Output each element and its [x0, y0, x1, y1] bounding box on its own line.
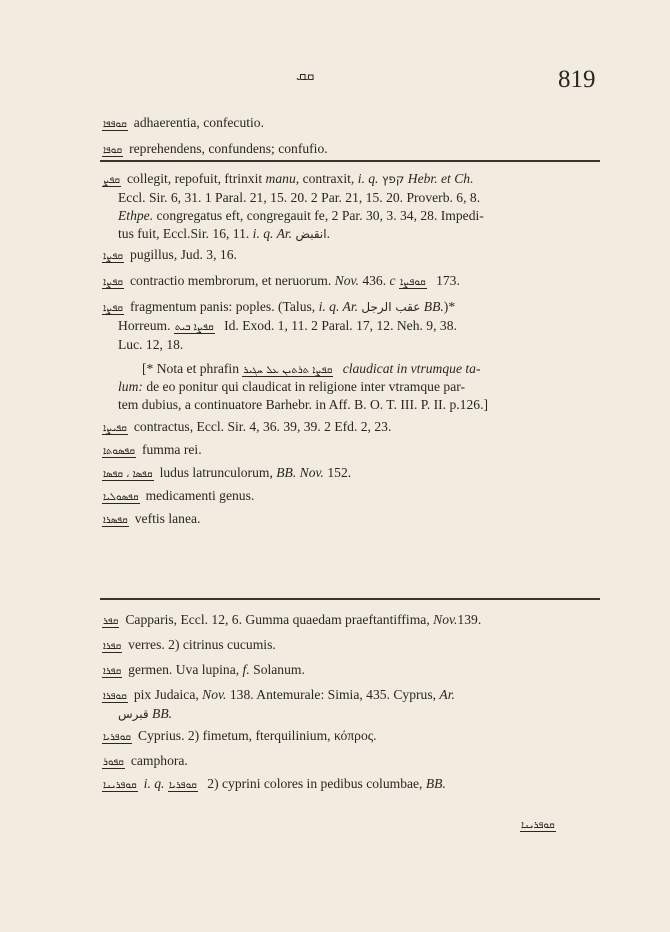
headword-syriac: ܩܘܦܪܝܐ — [103, 732, 132, 743]
arabic-word: انقبض — [295, 227, 327, 241]
italic-text: f. — [242, 662, 250, 677]
syriac-word: ܩܦܨܐ ܬܪܬܝܢ ܥܠ ܚܓܝܪ — [243, 365, 333, 376]
text-run: pugillus, Jud. 3, 16. — [130, 247, 237, 262]
headword-syriac: ܩܦܨ — [103, 175, 120, 186]
syriac-word: ܩܦܨܐ ܒܝܬ — [174, 322, 214, 333]
headword-syriac: ܩܦܨܐ — [103, 251, 124, 262]
lexicon-entry — [102, 727, 377, 745]
headword-syriac: ܩܦܨܐ — [103, 277, 124, 288]
text-run: contractus, Eccl. Sir. 4, 36. 39, 39. 2 Efd. 2, 23. — [133, 419, 392, 434]
text-run: 2) cyprini colores in pedibus columbae, — [203, 776, 426, 791]
text-run: de eo ponitur qui claudicat in religione inter vtramque par- — [142, 379, 466, 394]
text-run: [* Nota et phrafin — [142, 361, 243, 376]
italic-text: BB. — [152, 706, 173, 721]
text-run: collegit, repofuit, ftrinxit — [127, 171, 266, 186]
headword-syriac: ܩܦܝܨܐ — [103, 423, 127, 434]
lexicon-entry — [102, 611, 481, 629]
headword-syriac: ܩܘܦܪܝܢܐ — [103, 780, 137, 791]
definition-text: adhaerentia, confecutio. — [133, 115, 264, 130]
section-rule-1 — [100, 160, 600, 162]
headword-syriac: ܩܘܦܪܐ — [103, 691, 127, 702]
entry-continuation-line — [118, 336, 183, 354]
lexicon-entry — [102, 246, 237, 264]
page-number: 819 — [558, 66, 596, 93]
text-run: )* — [443, 299, 456, 314]
text-run: 139. — [457, 612, 482, 627]
text-run: Solanum. — [249, 662, 305, 677]
text-run: congregatus eft, congregauit fe, 2 Par. 30, 3. 34, 28. Impedi- — [153, 208, 484, 223]
hebrew-word: קפץ — [381, 172, 405, 186]
italic-text: lum: — [118, 379, 143, 394]
text-run: medicamenti genus. — [145, 488, 255, 503]
text-run: germen. Uva lupina, — [128, 662, 243, 677]
italic-text: i. q. — [143, 776, 165, 791]
text-run: Horreum. — [118, 318, 174, 333]
entry-continuation-line — [118, 378, 465, 396]
italic-text: Nov. — [334, 273, 359, 288]
syriac-word: ܩܘܦܨܐ — [399, 277, 426, 288]
lexicon-entry — [102, 140, 328, 158]
headword-syriac: ܩܘܦܐ — [103, 145, 123, 156]
text-run: Id. Exod. 1, 11. 2 Paral. 17, 12. Neh. 9, 38. — [220, 318, 457, 333]
section-rule-2 — [100, 598, 600, 600]
italic-text: i. q. Ar. — [318, 299, 359, 314]
text-run: 173. — [432, 273, 460, 288]
lexicon-entry — [102, 464, 351, 482]
running-head-syriac: ܩܩ — [296, 68, 315, 84]
lexicon-entry — [102, 636, 276, 654]
lexicon-entry — [102, 686, 455, 704]
entry-continuation-line — [118, 207, 484, 225]
italic-text: BB. Nov. — [276, 465, 324, 480]
entry-continuation-line — [118, 705, 172, 723]
entry-continuation-line — [142, 360, 480, 378]
headword-syriac: ܩܦܨܐ — [103, 303, 124, 314]
italic-text: Nov. — [433, 612, 458, 627]
lexicon-entry — [102, 752, 188, 770]
text-run: verres. 2) citrinus cucumis. — [128, 637, 276, 652]
italic-text: manu — [265, 171, 296, 186]
italic-text: i. q. Ar. — [252, 226, 293, 241]
text-run: ludus latrunculorum, — [159, 465, 277, 480]
text-run: 436. — [358, 273, 390, 288]
text-run: veftis lanea. — [134, 511, 201, 526]
entry-continuation-line — [118, 317, 457, 335]
lexicon-entry — [102, 441, 202, 459]
headword-syriac: ܩܦܪܐ — [103, 641, 122, 652]
italic-text: BB. — [423, 299, 444, 314]
italic-text: Hebr. et Ch. — [407, 171, 474, 186]
text-run: Luc. 12, 18. — [118, 337, 184, 352]
text-run: pix Judaica, — [133, 687, 203, 702]
headword-syriac: ܩܘܦܦܐ — [103, 119, 127, 130]
syriac-word: ܩܘܦܪܝܐ — [168, 780, 197, 791]
lexicon-entry — [102, 298, 455, 316]
lexicon-entry — [102, 775, 446, 793]
headword-syriac: ܩܦܣܘܠܝܐ — [103, 492, 139, 503]
text-run: Eccl. Sir. 6, 31. 1 Paral. 21, 15. 20. 2 Par. 21, 15. 20. Proverb. 6, 8. — [118, 190, 481, 205]
headword-syriac: ܩܦܣܘܬܐ — [103, 446, 135, 457]
italic-text: i. q. — [357, 171, 379, 186]
headword-syriac: ܩܦܪܐ — [103, 666, 122, 677]
lexicon-entry — [102, 418, 391, 436]
lexicon-entry — [102, 487, 254, 505]
text-run: 138. Antemurale: Simia, 435. Cyprus, — [226, 687, 440, 702]
definition-text: reprehendens, confundens; confufio. — [129, 141, 328, 156]
italic-text: c — [389, 273, 396, 288]
italic-text: Nov. — [202, 687, 227, 702]
lexicon-entry — [102, 114, 264, 132]
arabic-word: قبرس — [118, 707, 149, 721]
lexicon-entry — [102, 510, 200, 528]
headword-syriac: ܩܦܣܪܐ — [103, 515, 128, 526]
headword-syriac: ܩܦܪ — [103, 616, 119, 627]
text-run: camphora. — [130, 753, 188, 768]
lexicon-entry — [102, 272, 460, 290]
text-run: Capparis, Eccl. 12, 6. Gumma quaedam praeftantiffima, — [125, 612, 434, 627]
lexicon-entry — [102, 170, 473, 188]
italic-text: claudicat in vtrumque ta- — [342, 361, 481, 376]
entry-continuation-line — [118, 396, 488, 414]
italic-text: Ethpe. — [118, 208, 154, 223]
headword-syriac: ܩܦܘܪ — [103, 757, 124, 768]
text-run: tus fuit, Eccl.Sir. 16, 11. — [118, 226, 253, 241]
text-run: . — [326, 226, 330, 241]
text-run: Cyprius. 2) fimetum, fterquilinium, κόπρος. — [138, 728, 377, 743]
italic-text: Ar. — [439, 687, 455, 702]
text-run: tem dubius, a continuatore Barhebr. in Aff. B. O. T. III. P. II. p.126.] — [118, 397, 488, 412]
text-run: 152. — [323, 465, 352, 480]
text-run: , contraxit, — [295, 171, 358, 186]
entry-continuation-line — [118, 189, 480, 207]
text-run: fumma rei. — [141, 442, 202, 457]
arabic-word: عقب الرجل — [361, 300, 421, 314]
italic-text: BB. — [425, 776, 446, 791]
headword-syriac: ܩܦܣܐ ، ܩܦܣܐ — [103, 469, 153, 480]
entry-continuation-line — [118, 225, 330, 243]
text-run: contractio membrorum, et neruorum. — [130, 273, 335, 288]
lexicon-entry — [102, 661, 305, 679]
text-run: fragmentum panis: poples. (Talus, — [130, 299, 319, 314]
catchword: ܩܘܦܪܝܢܐ — [521, 820, 555, 831]
